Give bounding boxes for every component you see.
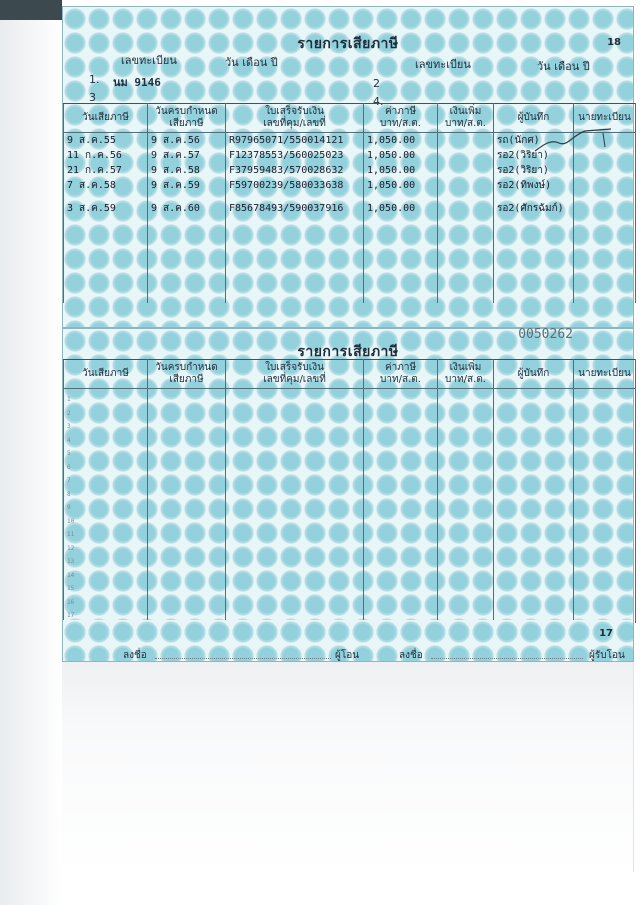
table-header-row	[64, 360, 636, 389]
due-date: 9 ส.ค.57	[148, 148, 226, 163]
page-title: รายการเสียภาษี	[297, 36, 399, 52]
receipt-number: F85678493/590037916	[226, 193, 364, 216]
tax-record-page-top	[62, 6, 634, 328]
serial-number-fragment: 0050262	[518, 327, 573, 342]
table-row	[64, 193, 636, 216]
column-header-surcharge: เงินเพิ่ม บาท/ส.ต.	[438, 360, 494, 389]
column-header-due-date: วันครบกำหนด เสียภาษี	[148, 104, 226, 133]
recorder: รถ(นักศ)	[494, 133, 574, 149]
registration-label-right: เลขทะเบียน	[415, 58, 471, 71]
receipt-number: F12378553/560025023	[226, 148, 364, 163]
row-number-column: 1 2 3 4 5 6 7 8 9 10 11 12 13 14 15 16 17	[64, 389, 148, 623]
tax-amount: 1,050.00	[364, 148, 438, 163]
due-date: 9 ส.ค.56	[148, 133, 226, 149]
payment-date: 7 ส.ค.58	[64, 178, 148, 193]
table-row-empty	[64, 216, 636, 303]
payment-date: 21 ก.ค.57	[64, 163, 148, 178]
recorder: รอ2(ศักรฉัมก์)	[494, 193, 574, 216]
payment-date: 11 ก.ค.56	[64, 148, 148, 163]
signature-line-transferee	[431, 658, 583, 659]
registrar-signature	[574, 163, 636, 178]
sign-label-transferor: ลงชื่อ	[123, 650, 147, 661]
column-header-registrar: นายทะเบียน	[574, 104, 636, 133]
surcharge-amount	[438, 148, 494, 163]
registration-entry-number: 2	[373, 77, 380, 90]
tax-amount: 1,050.00	[364, 178, 438, 193]
signature-strip	[62, 620, 634, 662]
payment-date: 9 ส.ค.55	[64, 133, 148, 149]
scan-left-margin	[0, 0, 62, 905]
tax-record-page-bottom	[62, 328, 634, 628]
tax-amount: 1,050.00	[364, 193, 438, 216]
column-header-recorder: ผู้บันทึก	[494, 360, 574, 389]
registrar-checkmark-icon	[533, 125, 623, 155]
blank-scan-area	[62, 662, 634, 872]
recorder: รอ2(ทิพงษ์)	[494, 178, 574, 193]
due-date: 9 ส.ค.60	[148, 193, 226, 216]
column-header-tax: ค่าภาษี บาท/ส.ต.	[364, 360, 438, 389]
recorder: รอ2(วิริยา)	[494, 163, 574, 178]
surcharge-amount	[438, 133, 494, 149]
role-transferee: ผู้รับโอน	[589, 650, 625, 661]
page-title: รายการเสียภาษี	[297, 344, 399, 360]
signature-line-transferor	[155, 658, 331, 659]
due-date: 9 ส.ค.58	[148, 163, 226, 178]
registrar-signature	[574, 193, 636, 216]
date-label-right: วัน เดือน ปี	[537, 60, 590, 73]
recorder: รอ2(วิริยา)	[494, 148, 574, 163]
registration-entry-number: 4.	[373, 95, 384, 108]
tax-amount: 1,050.00	[364, 133, 438, 149]
due-date: 9 ส.ค.59	[148, 178, 226, 193]
table-row-empty	[64, 389, 636, 623]
surcharge-amount	[438, 193, 494, 216]
sign-label-transferee: ลงชื่อ	[399, 650, 423, 661]
receipt-number: F37959483/570028632	[226, 163, 364, 178]
column-header-tax: ค่าภาษี บาท/ส.ต.	[364, 104, 438, 133]
page-number: 18	[607, 37, 621, 48]
column-header-registrar: นายทะเบียน	[574, 360, 636, 389]
registrar-signature	[574, 178, 636, 193]
registration-plate-value: นม 9146	[113, 76, 161, 89]
column-header-receipt: ใบเสร็จรับเงิน เลขที่คุม/เลขที่	[226, 104, 364, 133]
registration-entry-number: 3	[89, 91, 96, 104]
column-header-due-date: วันครบกำหนด เสียภาษี	[148, 360, 226, 389]
registration-label-left: เลขทะเบียน	[121, 54, 177, 67]
table-row	[64, 163, 636, 178]
registration-entry-number: 1.	[89, 73, 100, 86]
payment-date: 3 ส.ค.59	[64, 193, 148, 216]
column-header-payment-date: วันเสียภาษี	[64, 104, 148, 133]
column-header-surcharge: เงินเพิ่ม บาท/ส.ต.	[438, 104, 494, 133]
tax-amount: 1,050.00	[364, 163, 438, 178]
surcharge-amount	[438, 163, 494, 178]
column-header-recorder: ผู้บันทึก	[494, 104, 574, 133]
role-transferor: ผู้โอน	[335, 650, 360, 661]
receipt-number: R97965071/550014121	[226, 133, 364, 149]
column-header-payment-date: วันเสียภาษี	[64, 360, 148, 389]
tax-payment-table-empty	[63, 359, 636, 623]
date-label-left: วัน เดือน ปี	[225, 56, 278, 69]
table-row	[64, 178, 636, 193]
surcharge-amount	[438, 178, 494, 193]
column-header-receipt: ใบเสร็จรับเงิน เลขที่คุม/เลขที่	[226, 360, 364, 389]
scan-dark-corner	[0, 0, 62, 20]
receipt-number: F59700239/580033638	[226, 178, 364, 193]
page-number: 17	[599, 628, 613, 639]
